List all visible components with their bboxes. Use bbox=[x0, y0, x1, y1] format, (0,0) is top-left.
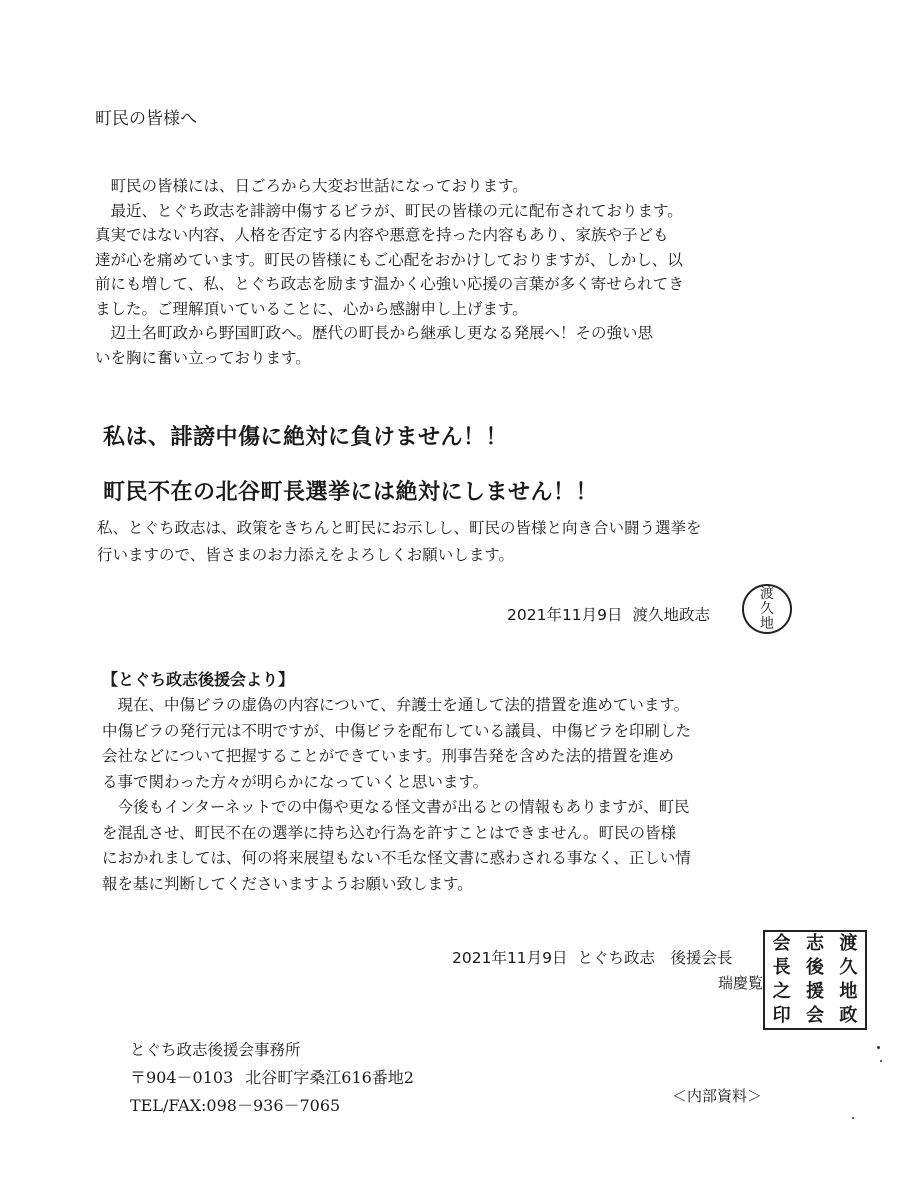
supporters-line: 会社などについて把握することができています。刑事告発を含めた法的措置を進め bbox=[102, 747, 674, 765]
office-address bbox=[130, 1065, 426, 1088]
paragraph-line: 町民の皆様には、日ごろから大変お世話になっております。 bbox=[110, 177, 528, 195]
message-date: 2021年11月9日 bbox=[507, 606, 623, 624]
seal-char: 援 bbox=[806, 981, 824, 1002]
seal-char: 久 bbox=[760, 600, 774, 617]
postal-code: 〒904－0103 bbox=[130, 1068, 234, 1087]
headline-2: 町民不在の北谷町長選挙には絶対にしません！！ bbox=[103, 480, 599, 505]
office-tel: TEL/FAX:098－936－7065 bbox=[130, 1096, 341, 1115]
paragraph-line: 真実ではない内容、人格を否定する内容や悪意を持った内容もあり、家族や子ども bbox=[95, 226, 669, 244]
headline-1: 私は、誹謗中傷に絶対に負けません！！ bbox=[103, 425, 509, 450]
supporters-line: る事で関わった方々が明らかになっていくと思います。 bbox=[102, 772, 489, 791]
supporters-body bbox=[102, 693, 691, 897]
message-signature-line bbox=[507, 603, 720, 625]
supporters-line: 現在、中傷ビラの虚偽の内容について、弁護士を通して法的措置を進めています。 bbox=[117, 696, 690, 714]
seal-char: 之 bbox=[772, 981, 791, 1002]
signature: 渡久地政志 bbox=[632, 606, 711, 624]
chair-name: 瑞慶覧 bbox=[718, 974, 764, 992]
seal-char: 渡 bbox=[839, 933, 858, 954]
supporters-line: 報を基に判断してくださいますようお願い致します。 bbox=[102, 874, 473, 893]
paragraph-line: 最近、とぐち政志を誹謗中傷するビラが、町民の皆様の元に配布されております。 bbox=[110, 201, 683, 220]
personal-seal bbox=[742, 584, 792, 634]
street-address: 北谷町字桑江616番地2 bbox=[245, 1068, 414, 1087]
paragraph-line: 前にも増して、私、とぐち政志を励ます温かく心強い応援の言葉が多く寄せられてき bbox=[95, 275, 684, 293]
supporters-date: 2021年11月9日 bbox=[452, 949, 568, 967]
seal-char: 会 bbox=[806, 1005, 824, 1026]
paragraph-line: ました。ご理解頂いていることに、心から感謝申し上げます。 bbox=[95, 299, 528, 318]
seal-char: 渡 bbox=[760, 585, 774, 602]
supporters-line: 中傷ビラの発行元は不明ですが、中傷ビラを配布している議員、中傷ビラを印刷した bbox=[102, 721, 692, 740]
paragraph-line: 達が心を痛めています。町民の皆様にもご心配をおかけしておりますが、しかし、以 bbox=[95, 250, 683, 269]
office-name: とぐち政志後援会事務所 bbox=[130, 1041, 301, 1059]
seal-char: 久 bbox=[839, 957, 858, 978]
supporters-line: におかれましては、何の将来展望もない不毛な怪文書に惑わされる事なく、正しい情 bbox=[102, 849, 691, 867]
scan-speck bbox=[877, 1046, 880, 1049]
supporters-line: を混乱させ、町民不在の選挙に持ち込む行為を許すことはできません。町民の皆様 bbox=[102, 823, 676, 842]
seal-char: 後 bbox=[806, 957, 824, 978]
seal-char: 長 bbox=[772, 957, 791, 978]
paragraph-line: いを胸に奮い立っております。 bbox=[95, 348, 311, 367]
seal-char: 印 bbox=[772, 1005, 791, 1026]
closing-line: 行いますので、皆さまのお力添えをよろしくお願いします。 bbox=[97, 546, 514, 564]
paragraph-line: 辺土名町政から野国町政へ。歴代の町長から継承し更なる発展へ！その強い思 bbox=[110, 324, 654, 342]
closing-body bbox=[97, 515, 702, 569]
scan-speck bbox=[852, 1117, 854, 1119]
seal-char: 地 bbox=[760, 615, 774, 632]
seal-char: 政 bbox=[839, 1005, 858, 1026]
scan-speck bbox=[880, 1060, 882, 1062]
supporters-title: 【とぐち政志後援会より】 bbox=[102, 670, 295, 689]
association-seal bbox=[763, 930, 867, 1030]
seal-char: 志 bbox=[806, 933, 824, 954]
supporters-line: 今後もインターネットでの中傷や更なる怪文書が出るとの情報もありますが、町民 bbox=[117, 798, 690, 816]
greeting: 町民の皆様へ bbox=[95, 109, 197, 129]
internal-note: ＜内部資料＞ bbox=[672, 1087, 763, 1105]
closing-line: 私、とぐち政志は、政策をきちんと町民にお示しし、町民の皆様と向き合い闘う選挙を bbox=[97, 519, 702, 537]
seal-char: 会 bbox=[772, 933, 791, 954]
supporters-signature-line bbox=[452, 946, 743, 968]
supporters-org: とぐち政志 後援会長 bbox=[577, 949, 733, 967]
message-body bbox=[95, 174, 775, 370]
seal-char: 地 bbox=[839, 981, 858, 1002]
